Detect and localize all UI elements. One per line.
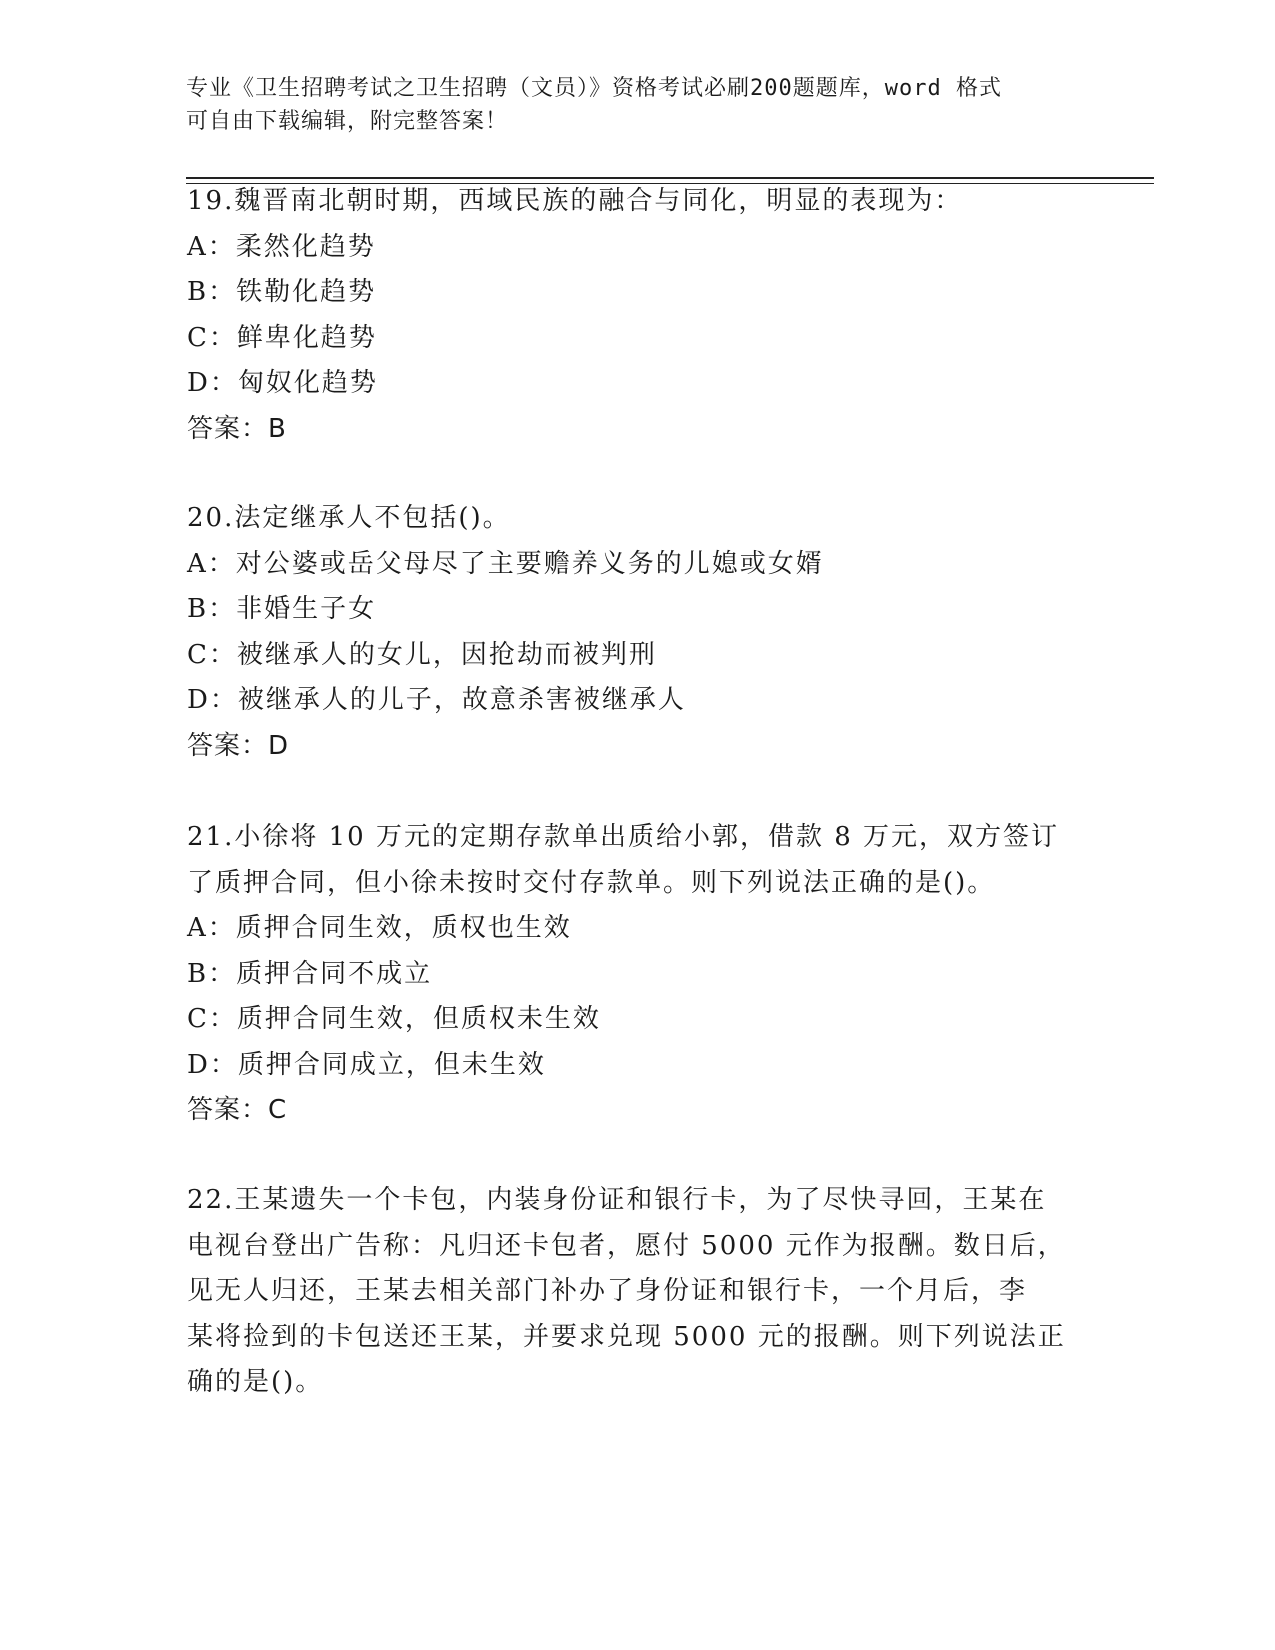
- question-stem-line-3: 见无人归还，王某去相关部门补办了身份证和银行卡，一个月后，李: [187, 1276, 1028, 1306]
- question-22: [187, 1178, 1087, 1406]
- question-stem-line-1: 21.小徐将 10 万元的定期存款单出质给小郭，借款 8 万元，双方签订: [187, 822, 1060, 852]
- option-a: A：对公婆或岳父母尽了主要赡养义务的儿媳或女婿: [187, 548, 824, 579]
- option-b: B：非婚生子女: [187, 594, 377, 624]
- answer: 答案：B: [187, 413, 287, 444]
- option-d: D：质押合同成立，但未生效: [187, 1049, 546, 1080]
- answer: 答案：C: [187, 1095, 288, 1125]
- header-line-1: 专业《卫生招聘考试之卫生招聘（文员）》资格考试必刷200题题库，word 格式: [186, 76, 1002, 101]
- option-c: C：鲜卑化趋势: [187, 322, 377, 353]
- option-d: D：匈奴化趋势: [187, 368, 378, 398]
- question-stem-line-2: 了质押合同，但小徐未按时交付存款单。则下列说法正确的是()。: [187, 867, 996, 898]
- question-stem: 20.法定继承人不包括()。: [187, 503, 511, 533]
- question-stem-line-5: 确的是()。: [187, 1367, 324, 1397]
- document-header: [186, 72, 1066, 138]
- question-20: [187, 496, 1087, 769]
- question-stem-line-4: 某将捡到的卡包送还王某，并要求兑现 5000 元的报酬。则下列说法正: [187, 1321, 1066, 1352]
- option-a: A：柔然化趋势: [187, 231, 376, 262]
- question-stem-line-1: 22.王某遗失一个卡包，内装身份证和银行卡，为了尽快寻回，王某在: [187, 1185, 1047, 1215]
- option-c: C：被继承人的女儿，因抢劫而被判刑: [187, 639, 657, 670]
- question-19: [187, 179, 1087, 452]
- question-stem: 19.魏晋南北朝时期，西域民族的融合与同化，明显的表现为：: [187, 186, 963, 216]
- answer: 答案：D: [187, 730, 290, 761]
- question-stem-line-2: 电视台登出广告称：凡归还卡包者，愿付 5000 元作为报酬。数日后，: [187, 1230, 1066, 1261]
- option-d: D：被继承人的儿子，故意杀害被继承人: [187, 685, 686, 715]
- option-c: C：质押合同生效，但质权未生效: [187, 1004, 601, 1034]
- option-a: A：质押合同生效，质权也生效: [187, 913, 572, 943]
- question-21: [187, 815, 1087, 1134]
- header-line-2: 可自由下载编辑，附完整答案！: [186, 109, 509, 134]
- option-b: B：质押合同不成立: [187, 958, 433, 989]
- option-b: B：铁勒化趋势: [187, 277, 377, 307]
